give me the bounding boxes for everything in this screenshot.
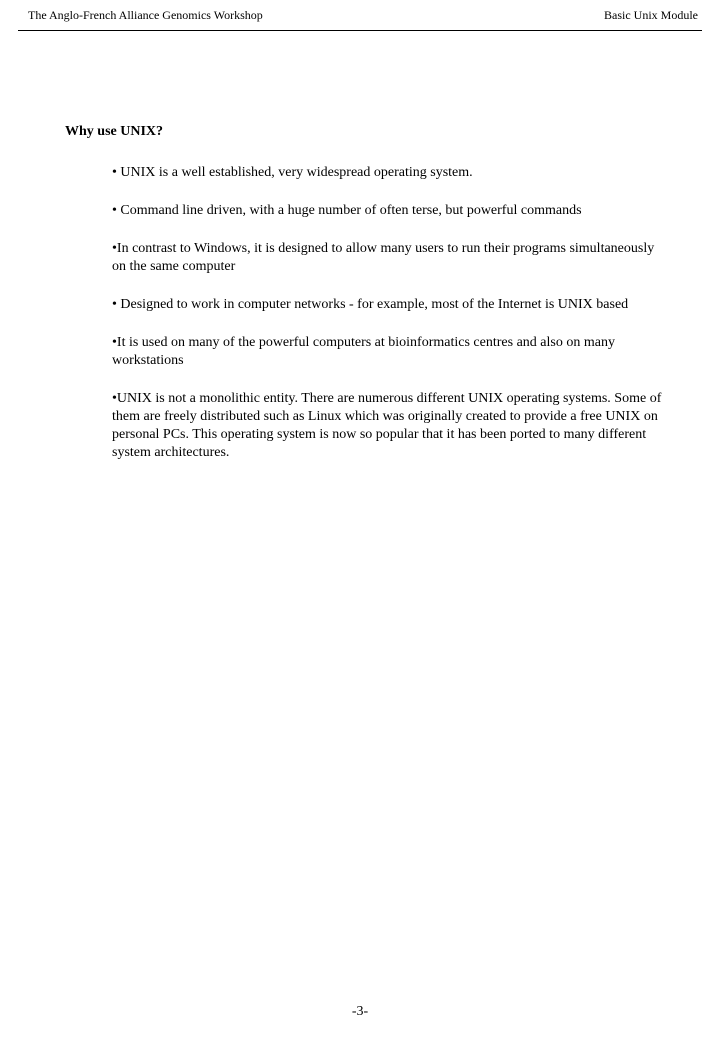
page-header xyxy=(18,4,702,31)
bullet-item: • Designed to work in computer networks - for example, most of the Internet is UNIX based xyxy=(112,297,629,312)
section-title: Why use UNIX? xyxy=(65,124,164,139)
bullet-item: •UNIX is not a monolithic entity. There are numerous different UNIX operating systems. Some of them are freely distributed such as Linux which was originally created to provide a free UNIX on personal PCs. This operating system is now so popular that it has been ported to many different system architectures. xyxy=(112,391,662,460)
header-module-title: Basic Unix Module xyxy=(604,8,698,22)
page-number: -3- xyxy=(351,1004,369,1019)
bullet-list xyxy=(112,164,662,482)
bullet-item: • Command line driven, with a huge number of often terse, but powerful commands xyxy=(112,203,582,218)
header-workshop-title: The Anglo-French Alliance Genomics Workshop xyxy=(28,8,263,22)
bullet-item: • UNIX is a well established, very widespread operating system. xyxy=(112,165,473,180)
bullet-item: •In contrast to Windows, it is designed to allow many users to run their programs simultaneously on the same computer xyxy=(112,241,655,274)
bullet-item: •It is used on many of the powerful computers at bioinformatics centres and also on many workstations xyxy=(112,335,615,368)
